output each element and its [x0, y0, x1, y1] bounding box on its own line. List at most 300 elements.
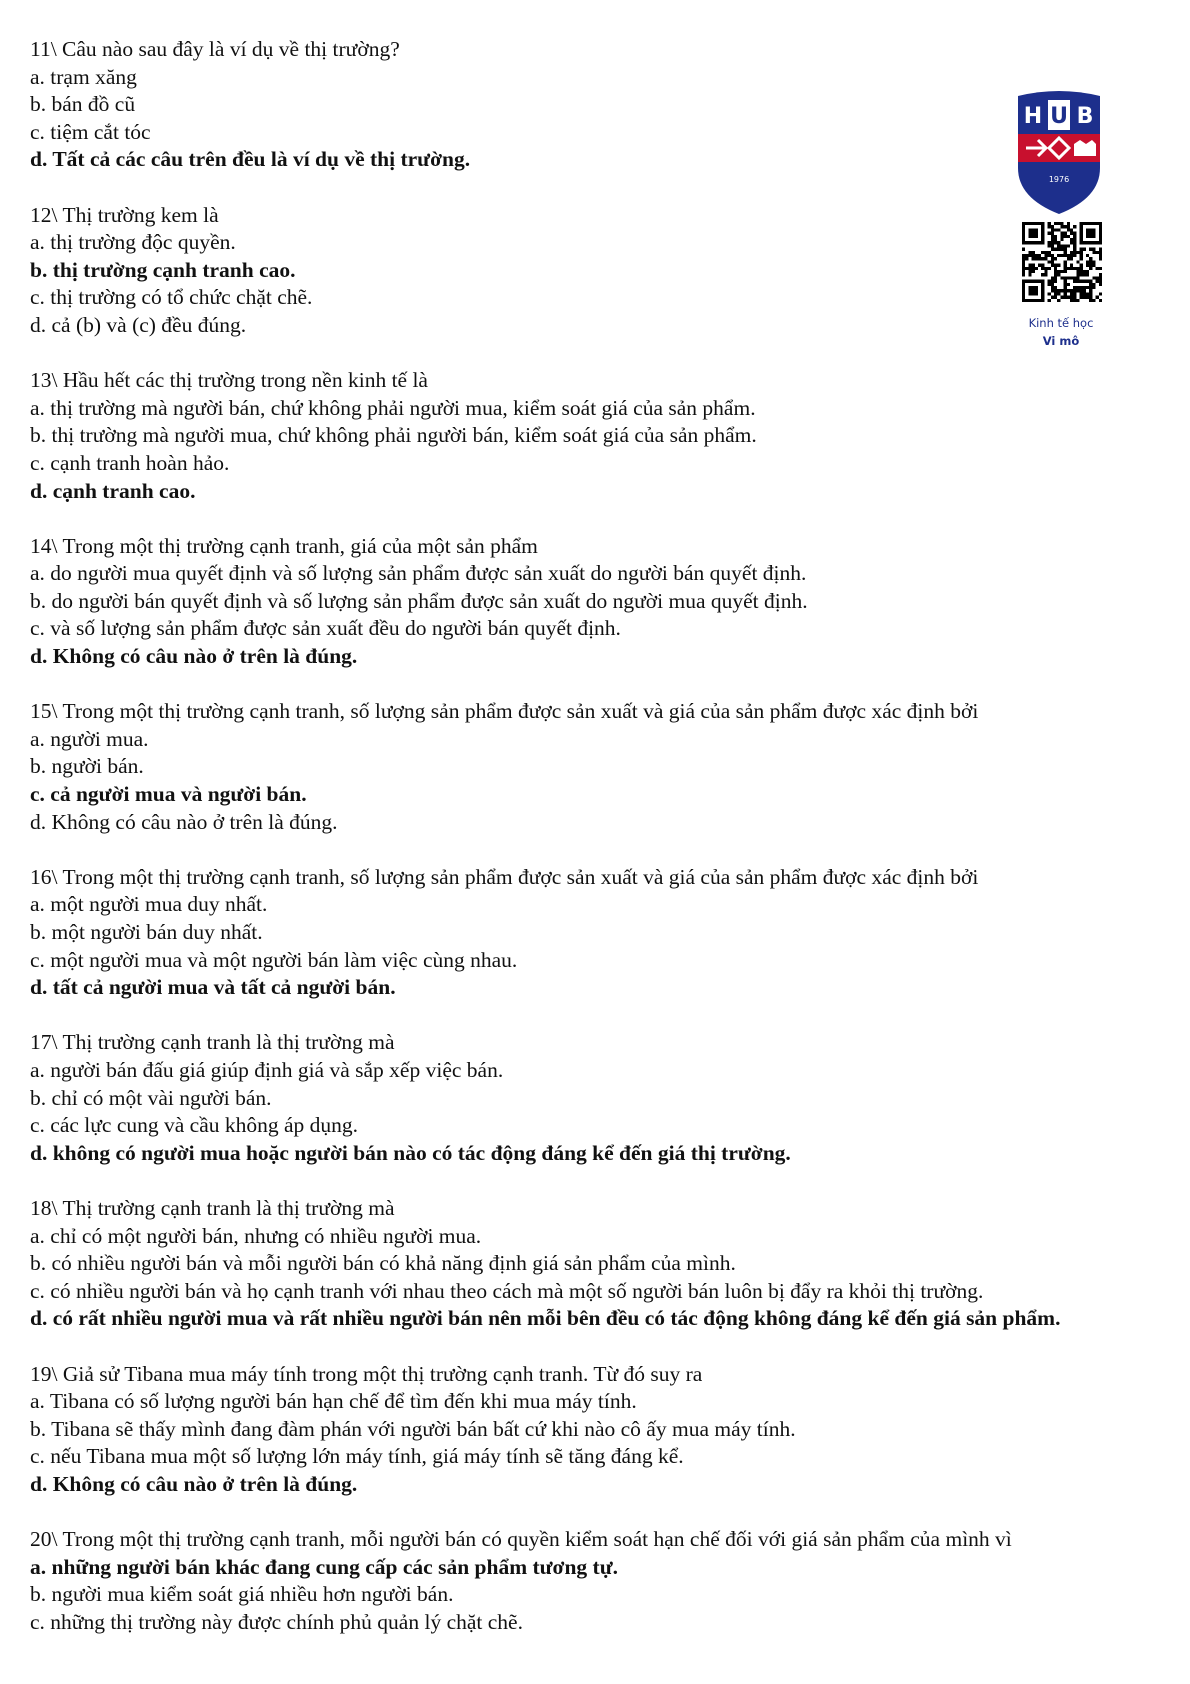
- qr-module: [1060, 248, 1063, 251]
- qr-module: [1057, 222, 1060, 225]
- qr-module: [1080, 257, 1083, 260]
- qr-module: [1067, 267, 1070, 270]
- qr-module: [1089, 296, 1092, 299]
- qr-module: [1092, 286, 1095, 289]
- qr-module: [1089, 289, 1092, 292]
- qr-module: [1070, 257, 1073, 260]
- qr-module: [1054, 235, 1057, 238]
- qr-module: [1089, 286, 1092, 289]
- qr-module: [1051, 232, 1054, 235]
- qr-module: [1096, 276, 1099, 279]
- qr-module: [1089, 292, 1092, 295]
- qr-module: [1073, 248, 1076, 251]
- qr-module: [1086, 296, 1089, 299]
- qr-module: [1048, 280, 1051, 283]
- qr-module: [1076, 267, 1079, 270]
- qr-code: [1022, 222, 1102, 302]
- qr-module: [1096, 251, 1099, 254]
- qr-module: [1025, 257, 1028, 260]
- question-stem: 19\ Giả sử Tibana mua máy tính trong một thị trường cạnh tranh. Từ đó suy ra: [30, 1361, 703, 1386]
- answer-option: c. và số lượng sản phẩm được sản xuất đều do người bán quyết định.: [30, 616, 621, 641]
- qr-module: [1035, 254, 1038, 257]
- qr-module: [1064, 283, 1067, 286]
- logo-subtitle-1: Kinh tế học: [1028, 316, 1094, 330]
- hub-letter-u: U: [1050, 104, 1068, 129]
- qr-module: [1057, 254, 1060, 257]
- qr-module: [1080, 251, 1083, 254]
- qr-module: [1048, 254, 1051, 257]
- answer-option: a. Tibana có số lượng người bán hạn chế để tìm đến khi mua máy tính.: [30, 1389, 637, 1414]
- qr-module: [1048, 292, 1051, 295]
- qr-module: [1076, 286, 1079, 289]
- qr-module: [1028, 254, 1031, 257]
- qr-module: [1092, 251, 1095, 254]
- qr-module: [1070, 238, 1073, 241]
- qr-module: [1070, 267, 1073, 270]
- qr-module: [1051, 296, 1054, 299]
- qr-module: [1086, 254, 1089, 257]
- qr-module: [1086, 270, 1089, 273]
- qr-module: [1054, 248, 1057, 251]
- qr-module: [1054, 280, 1057, 283]
- answer-option: c. tiệm cắt tóc: [30, 119, 151, 144]
- answer-option: c. những thị trường này được chính phủ quản lý chặt chẽ.: [30, 1609, 523, 1634]
- qr-module: [1064, 289, 1067, 292]
- qr-module: [1070, 241, 1073, 244]
- qr-module: [1038, 257, 1041, 260]
- qr-module: [1054, 270, 1057, 273]
- qr-module: [1073, 292, 1076, 295]
- qr-module: [1051, 254, 1054, 257]
- qr-module: [1076, 270, 1079, 273]
- qr-module: [1051, 286, 1054, 289]
- qr-module: [1092, 264, 1095, 267]
- qr-module: [1032, 270, 1035, 273]
- qr-module: [1060, 244, 1063, 247]
- qr-module: [1076, 289, 1079, 292]
- qr-module: [1064, 280, 1067, 283]
- qr-module: [1064, 254, 1067, 257]
- qr-module: [1083, 292, 1086, 295]
- qr-module: [1096, 267, 1099, 270]
- question-stem: 18\ Thị trường cạnh tranh là thị trường mà: [30, 1195, 395, 1220]
- qr-module: [1044, 254, 1047, 257]
- qr-module: [1089, 264, 1092, 267]
- qr-module: [1070, 254, 1073, 257]
- qr-module: [1057, 228, 1060, 231]
- qr-module: [1073, 225, 1076, 228]
- answer-option: b. một người bán duy nhất.: [30, 920, 263, 944]
- answer-option: b. do người bán quyết định và số lượng sản phẩm được sản xuất do người mua quyết định.: [30, 588, 808, 613]
- question-block: [30, 1526, 1150, 1636]
- qr-module: [1086, 264, 1089, 267]
- question-stem: 13\ Hầu hết các thị trường trong nền kinh tế là: [30, 368, 428, 393]
- qr-module: [1022, 248, 1025, 251]
- qr-module: [1048, 251, 1051, 254]
- qr-module: [1054, 264, 1057, 267]
- qr-module: [1048, 241, 1051, 244]
- qr-module: [1051, 257, 1054, 260]
- qr-module: [1022, 264, 1025, 267]
- qr-module: [1044, 251, 1047, 254]
- qr-module: [1070, 232, 1073, 235]
- qr-module: [1096, 280, 1099, 283]
- qr-module: [1025, 254, 1028, 257]
- answer-option-correct: d. có rất nhiều người mua và rất nhiều người bán nên mỗi bên đều có tác động không đáng kể đến giá sản phẩm.: [30, 1306, 1061, 1331]
- qr-module: [1086, 280, 1089, 283]
- qr-module: [1070, 276, 1073, 279]
- qr-module: [1022, 270, 1025, 273]
- answer-option: b. Tibana sẽ thấy mình đang đàm phán với người bán bất cứ khi nào cô ấy mua máy tính.: [30, 1416, 796, 1441]
- answer-option-correct: b. thị trường cạnh tranh cao.: [30, 257, 296, 282]
- qr-module: [1064, 296, 1067, 299]
- qr-module: [1060, 232, 1063, 235]
- qr-module: [1073, 276, 1076, 279]
- qr-module: [1044, 270, 1047, 273]
- qr-module: [1073, 232, 1076, 235]
- qr-module: [1076, 280, 1079, 283]
- qr-module: [1051, 248, 1054, 251]
- qr-module: [1051, 241, 1054, 244]
- qr-module: [1051, 264, 1054, 267]
- answer-option: d. Không có câu nào ở trên là đúng.: [30, 809, 338, 834]
- qr-module: [1067, 235, 1070, 238]
- answer-option-correct: d. tất cả người mua và tất cả người bán.: [30, 975, 396, 1000]
- qr-finder: [1086, 228, 1096, 238]
- answer-option: b. người mua kiểm soát giá nhiều hơn người bán.: [30, 1582, 454, 1607]
- qr-module: [1067, 276, 1070, 279]
- answer-option: a. chỉ có một người bán, nhưng có nhiều người mua.: [30, 1223, 482, 1248]
- qr-module: [1080, 286, 1083, 289]
- question-block: [30, 698, 1150, 836]
- qr-module: [1051, 280, 1054, 283]
- answer-option-correct: a. những người bán khác đang cung cấp các sản phẩm tương tự.: [30, 1554, 618, 1579]
- qr-module: [1092, 283, 1095, 286]
- answer-option: b. chỉ có một vài người bán.: [30, 1085, 272, 1110]
- qr-module: [1067, 222, 1070, 225]
- question-block: [30, 864, 1150, 1002]
- qr-module: [1070, 289, 1073, 292]
- qr-module: [1041, 273, 1044, 276]
- question-stem: 20\ Trong một thị trường cạnh tranh, mỗi người bán có quyền kiểm soát hạn chế đối với giá sản phẩm của mình vì: [30, 1527, 1012, 1552]
- qr-module: [1073, 286, 1076, 289]
- answer-option: b. người bán.: [30, 754, 144, 779]
- qr-module: [1099, 267, 1102, 270]
- qr-module: [1032, 254, 1035, 257]
- qr-module: [1048, 232, 1051, 235]
- qr-module: [1070, 299, 1073, 302]
- qr-module: [1064, 264, 1067, 267]
- qr-module: [1099, 283, 1102, 286]
- question-stem: 11\ Câu nào sau đây là ví dụ về thị trường?: [30, 37, 400, 61]
- qr-module: [1083, 289, 1086, 292]
- qr-module: [1070, 296, 1073, 299]
- qr-module: [1073, 289, 1076, 292]
- qr-module: [1073, 244, 1076, 247]
- qr-module: [1073, 241, 1076, 244]
- qr-module: [1099, 251, 1102, 254]
- answer-option: c. thị trường có tổ chức chặt chẽ.: [30, 285, 313, 310]
- qr-module: [1057, 244, 1060, 247]
- qr-module: [1054, 292, 1057, 295]
- qr-module: [1080, 292, 1083, 295]
- hub-logo: [1016, 90, 1102, 216]
- qr-module: [1041, 267, 1044, 270]
- qr-module: [1089, 280, 1092, 283]
- question-stem: 16\ Trong một thị trường cạnh tranh, số lượng sản phẩm được sản xuất và giá của sản phẩm được xác định bởi: [30, 864, 979, 889]
- qr-module: [1054, 273, 1057, 276]
- qr-module: [1080, 273, 1083, 276]
- hub-year: 1976: [1048, 175, 1070, 184]
- qr-module: [1048, 225, 1051, 228]
- qr-module: [1076, 260, 1079, 263]
- qr-module: [1080, 264, 1083, 267]
- answer-option-correct: d. cạnh tranh cao.: [30, 478, 196, 503]
- qr-module: [1073, 251, 1076, 254]
- qr-finder: [1028, 286, 1038, 296]
- qr-module: [1064, 244, 1067, 247]
- qr-module: [1054, 241, 1057, 244]
- qr-module: [1060, 289, 1063, 292]
- answer-option: a. một người mua duy nhất.: [30, 892, 268, 917]
- qr-module: [1054, 228, 1057, 231]
- qr-module: [1083, 296, 1086, 299]
- qr-module: [1073, 280, 1076, 283]
- qr-module: [1064, 267, 1067, 270]
- qr-module: [1073, 235, 1076, 238]
- qr-module: [1070, 264, 1073, 267]
- qr-module: [1051, 244, 1054, 247]
- qr-module: [1099, 254, 1102, 257]
- qr-module: [1057, 273, 1060, 276]
- qr-module: [1051, 228, 1054, 231]
- qr-module: [1089, 248, 1092, 251]
- qr-module: [1054, 267, 1057, 270]
- qr-module: [1022, 257, 1025, 260]
- qr-module: [1057, 289, 1060, 292]
- question-block: [30, 533, 1150, 671]
- qr-module: [1060, 276, 1063, 279]
- qr-module: [1054, 296, 1057, 299]
- question-stem: 15\ Trong một thị trường cạnh tranh, số lượng sản phẩm được sản xuất và giá của sản phẩm được xác định bởi: [30, 699, 979, 724]
- qr-module: [1054, 289, 1057, 292]
- qr-module: [1070, 251, 1073, 254]
- qr-module: [1028, 251, 1031, 254]
- answer-option-correct: d. Không có câu nào ở trên là đúng.: [30, 644, 358, 669]
- qr-module: [1080, 267, 1083, 270]
- qr-module: [1089, 283, 1092, 286]
- qr-module: [1064, 251, 1067, 254]
- answer-option: a. người bán đấu giá giúp định giá và sắp xếp việc bán.: [30, 1057, 504, 1082]
- qr-module: [1086, 273, 1089, 276]
- qr-module: [1041, 251, 1044, 254]
- qr-module: [1070, 228, 1073, 231]
- qr-module: [1073, 238, 1076, 241]
- logo-subtitle-2: Vi mô: [1042, 334, 1080, 348]
- qr-module: [1099, 276, 1102, 279]
- qr-module: [1028, 267, 1031, 270]
- qr-module: [1099, 292, 1102, 295]
- qr-module: [1057, 292, 1060, 295]
- qr-module: [1054, 276, 1057, 279]
- answer-option-correct: d. không có người mua hoặc người bán nào có tác động đáng kể đến giá thị trường.: [30, 1140, 791, 1165]
- question-block: [30, 202, 1150, 340]
- qr-module: [1064, 292, 1067, 295]
- qr-module: [1060, 235, 1063, 238]
- qr-module: [1044, 273, 1047, 276]
- qr-module: [1089, 260, 1092, 263]
- qr-module: [1083, 273, 1086, 276]
- qr-module: [1048, 222, 1051, 225]
- answer-option-correct: d. Tất cả các câu trên đều là ví dụ về thị trường.: [30, 147, 471, 172]
- qr-module: [1080, 289, 1083, 292]
- qr-module: [1048, 260, 1051, 263]
- answer-option: c. nếu Tibana mua một số lượng lớn máy tính, giá máy tính sẽ tăng đáng kể.: [30, 1444, 684, 1469]
- qr-module: [1060, 238, 1063, 241]
- qr-module: [1051, 289, 1054, 292]
- question-list: [30, 36, 1150, 1664]
- qr-module: [1054, 238, 1057, 241]
- qr-module: [1060, 222, 1063, 225]
- qr-module: [1086, 292, 1089, 295]
- qr-module: [1067, 257, 1070, 260]
- qr-module: [1057, 264, 1060, 267]
- answer-option: a. trạm xăng: [30, 64, 137, 89]
- qr-module: [1076, 299, 1079, 302]
- qr-module: [1051, 225, 1054, 228]
- qr-module: [1057, 241, 1060, 244]
- qr-module: [1080, 280, 1083, 283]
- qr-module: [1060, 296, 1063, 299]
- qr-module: [1035, 267, 1038, 270]
- qr-module: [1051, 238, 1054, 241]
- qr-module: [1067, 254, 1070, 257]
- qr-module: [1080, 248, 1083, 251]
- qr-module: [1054, 257, 1057, 260]
- qr-module: [1080, 270, 1083, 273]
- qr-module: [1076, 251, 1079, 254]
- qr-module: [1064, 248, 1067, 251]
- qr-module: [1041, 257, 1044, 260]
- qr-module: [1038, 254, 1041, 257]
- answer-option: c. một người mua và một người bán làm việc cùng nhau.: [30, 947, 518, 972]
- qr-finder: [1028, 228, 1038, 238]
- qr-module: [1064, 270, 1067, 273]
- qr-module: [1089, 299, 1092, 302]
- qr-module: [1060, 270, 1063, 273]
- qr-module: [1048, 244, 1051, 247]
- question-block: [30, 1195, 1150, 1333]
- qr-module: [1054, 222, 1057, 225]
- qr-module: [1083, 286, 1086, 289]
- qr-module: [1076, 276, 1079, 279]
- qr-module: [1038, 264, 1041, 267]
- qr-module: [1048, 283, 1051, 286]
- qr-module: [1032, 267, 1035, 270]
- answer-option: b. thị trường mà người mua, chứ không phải người bán, kiểm soát giá của sản phẩm.: [30, 423, 757, 448]
- qr-module: [1044, 267, 1047, 270]
- qr-module: [1083, 280, 1086, 283]
- qr-module: [1057, 299, 1060, 302]
- qr-module: [1083, 248, 1086, 251]
- qr-module: [1073, 299, 1076, 302]
- qr-module: [1092, 276, 1095, 279]
- answer-option: c. có nhiều người bán và họ cạnh tranh với nhau theo cách mà một số người bán luôn bị đẩy ra khỏi thị trường.: [30, 1278, 984, 1303]
- qr-module: [1099, 257, 1102, 260]
- qr-module: [1051, 235, 1054, 238]
- qr-module: [1092, 248, 1095, 251]
- answer-option: a. thị trường mà người bán, chứ không phải người mua, kiểm soát giá của sản phẩm.: [30, 395, 756, 420]
- qr-module: [1067, 244, 1070, 247]
- qr-module: [1028, 273, 1031, 276]
- qr-module: [1048, 299, 1051, 302]
- question-block: [30, 36, 1150, 174]
- qr-module: [1083, 270, 1086, 273]
- qr-module: [1070, 292, 1073, 295]
- question-stem: 12\ Thị trường kem là: [30, 202, 219, 227]
- qr-module: [1092, 260, 1095, 263]
- qr-module: [1054, 286, 1057, 289]
- qr-module: [1051, 283, 1054, 286]
- qr-module: [1044, 257, 1047, 260]
- qr-module: [1073, 267, 1076, 270]
- qr-module: [1067, 228, 1070, 231]
- qr-module: [1080, 296, 1083, 299]
- qr-module: [1064, 225, 1067, 228]
- qr-module: [1067, 289, 1070, 292]
- qr-module: [1022, 254, 1025, 257]
- qr-module: [1099, 299, 1102, 302]
- question-stem: 14\ Trong một thị trường cạnh tranh, giá của một sản phẩm: [30, 533, 538, 558]
- qr-module: [1060, 225, 1063, 228]
- qr-module: [1051, 260, 1054, 263]
- qr-module: [1064, 235, 1067, 238]
- qr-module: [1067, 296, 1070, 299]
- qr-module: [1057, 270, 1060, 273]
- answer-option: b. có nhiều người bán và mỗi người bán có khả năng định giá sản phẩm của mình.: [30, 1251, 736, 1276]
- question-block: [30, 1029, 1150, 1167]
- qr-module: [1025, 267, 1028, 270]
- qr-module: [1092, 299, 1095, 302]
- qr-module: [1060, 254, 1063, 257]
- qr-module: [1099, 273, 1102, 276]
- answer-option: b. bán đồ cũ: [30, 92, 136, 117]
- qr-module: [1073, 296, 1076, 299]
- question-stem: 17\ Thị trường cạnh tranh là thị trường mà: [30, 1030, 395, 1055]
- qr-module: [1086, 286, 1089, 289]
- qr-module: [1073, 254, 1076, 257]
- qr-module: [1022, 260, 1025, 263]
- qr-module: [1099, 280, 1102, 283]
- answer-option: a. do người mua quyết định và số lượng sản phẩm được sản xuất do người bán quyết định.: [30, 561, 807, 586]
- qr-module: [1064, 260, 1067, 263]
- qr-module: [1032, 264, 1035, 267]
- qr-module: [1089, 257, 1092, 260]
- qr-module: [1028, 264, 1031, 267]
- question-block: [30, 1361, 1150, 1499]
- qr-module: [1022, 267, 1025, 270]
- question-block: [30, 367, 1150, 505]
- qr-module: [1064, 286, 1067, 289]
- answer-option: a. thị trường độc quyền.: [30, 230, 236, 255]
- qr-module: [1086, 260, 1089, 263]
- qr-module: [1089, 267, 1092, 270]
- qr-module: [1064, 276, 1067, 279]
- qr-module: [1041, 264, 1044, 267]
- qr-module: [1035, 257, 1038, 260]
- qr-module: [1067, 283, 1070, 286]
- qr-module: [1096, 296, 1099, 299]
